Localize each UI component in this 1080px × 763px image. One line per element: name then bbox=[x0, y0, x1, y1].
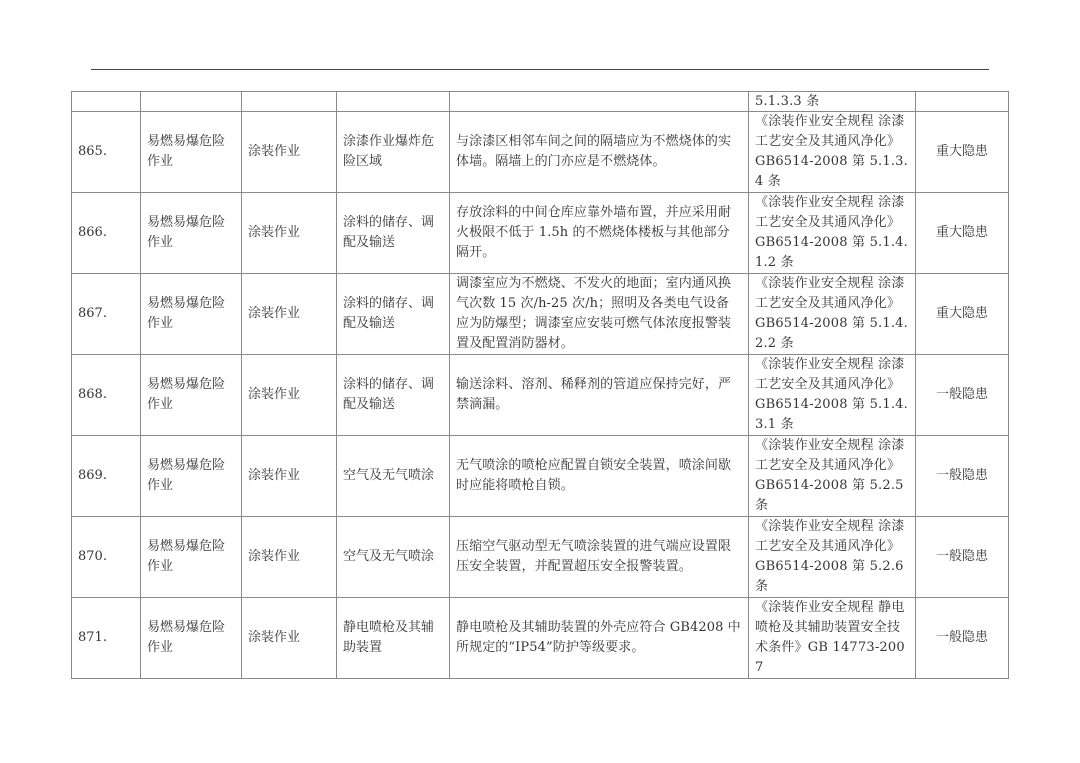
cell-requirement: 输送涂料、溶剂、稀释剂的管道应保持完好，严禁滴漏。 bbox=[450, 355, 749, 436]
cell-location: 空气及无气喷涂 bbox=[337, 436, 450, 517]
cell-basis: 《涂装作业安全规程 涂漆工艺安全及其通风净化》GB6514-2008 第 5.1.4.2.2 条 bbox=[749, 274, 916, 355]
cell-operation: 涂装作业 bbox=[242, 112, 337, 193]
table-row bbox=[72, 274, 1009, 355]
cell-location: 涂料的储存、调配及输送 bbox=[337, 274, 450, 355]
cell-operation: 涂装作业 bbox=[242, 436, 337, 517]
cell-no: 869. bbox=[72, 436, 141, 517]
cell-category: 易燃易爆危险作业 bbox=[141, 112, 242, 193]
cell-operation: 涂装作业 bbox=[242, 193, 337, 274]
cell-operation bbox=[242, 92, 337, 112]
cell-no bbox=[72, 92, 141, 112]
hazard-table bbox=[71, 91, 1009, 679]
cell-requirement: 与涂漆区相邻车间之间的隔墙应为不燃烧体的实体墙。隔墙上的门亦应是不燃烧体。 bbox=[450, 112, 749, 193]
table-row bbox=[72, 112, 1009, 193]
table-row-continued bbox=[72, 92, 1009, 112]
cell-operation: 涂装作业 bbox=[242, 598, 337, 679]
cell-level: 一般隐患 bbox=[916, 598, 1009, 679]
cell-level: 一般隐患 bbox=[916, 355, 1009, 436]
cell-requirement: 压缩空气驱动型无气喷涂装置的进气端应设置限压安全装置，并配置超压安全报警装置。 bbox=[450, 517, 749, 598]
cell-basis: 《涂装作业安全规程 涂漆工艺安全及其通风净化》GB6514-2008 第 5.1.4.1.2 条 bbox=[749, 193, 916, 274]
cell-no: 866. bbox=[72, 193, 141, 274]
cell-basis: 《涂装作业安全规程 涂漆工艺安全及其通风净化》GB6514-2008 第 5.1.3.4 条 bbox=[749, 112, 916, 193]
cell-category: 易燃易爆危险作业 bbox=[141, 355, 242, 436]
table-row bbox=[72, 517, 1009, 598]
cell-level: 一般隐患 bbox=[916, 517, 1009, 598]
cell-requirement: 调漆室应为不燃烧、不发火的地面；室内通风换气次数 15 次/h-25 次/h；照明及各类电气设备应为防爆型；调漆室应安装可燃气体浓度报警装置及配置消防器材。 bbox=[450, 274, 749, 355]
cell-level: 重大隐患 bbox=[916, 193, 1009, 274]
cell-category: 易燃易爆危险作业 bbox=[141, 193, 242, 274]
cell-category: 易燃易爆危险作业 bbox=[141, 517, 242, 598]
cell-requirement bbox=[450, 92, 749, 112]
cell-no: 865. bbox=[72, 112, 141, 193]
cell-location: 涂漆作业爆炸危险区域 bbox=[337, 112, 450, 193]
cell-basis: 《涂装作业安全规程 涂漆工艺安全及其通风净化》GB6514-2008 第 5.2.5 条 bbox=[749, 436, 916, 517]
table-row bbox=[72, 436, 1009, 517]
cell-requirement: 无气喷涂的喷枪应配置自锁安全装置，喷涂间歇时应能将喷枪自锁。 bbox=[450, 436, 749, 517]
cell-operation: 涂装作业 bbox=[242, 517, 337, 598]
header-rule bbox=[91, 69, 989, 70]
cell-basis: 《涂装作业安全规程 涂漆工艺安全及其通风净化》GB6514-2008 第 5.2.6 条 bbox=[749, 517, 916, 598]
cell-no: 867. bbox=[72, 274, 141, 355]
cell-level bbox=[916, 92, 1009, 112]
table-row bbox=[72, 355, 1009, 436]
cell-location: 空气及无气喷涂 bbox=[337, 517, 450, 598]
cell-location: 静电喷枪及其辅助装置 bbox=[337, 598, 450, 679]
cell-location: 涂料的储存、调配及输送 bbox=[337, 355, 450, 436]
table-row bbox=[72, 598, 1009, 679]
cell-category bbox=[141, 92, 242, 112]
cell-requirement: 静电喷枪及其辅助装置的外壳应符合 GB4208 中所规定的“IP54”防护等级要求。 bbox=[450, 598, 749, 679]
cell-basis: 《涂装作业安全规程 涂漆工艺安全及其通风净化》GB6514-2008 第 5.1.4.3.1 条 bbox=[749, 355, 916, 436]
cell-basis: 5.1.3.3 条 bbox=[749, 92, 916, 112]
cell-level: 重大隐患 bbox=[916, 112, 1009, 193]
cell-category: 易燃易爆危险作业 bbox=[141, 436, 242, 517]
cell-location: 涂料的储存、调配及输送 bbox=[337, 193, 450, 274]
cell-no: 871. bbox=[72, 598, 141, 679]
cell-category: 易燃易爆危险作业 bbox=[141, 274, 242, 355]
cell-basis: 《涂装作业安全规程 静电喷枪及其辅助装置安全技术条件》GB 14773-2007 bbox=[749, 598, 916, 679]
cell-operation: 涂装作业 bbox=[242, 274, 337, 355]
cell-level: 重大隐患 bbox=[916, 274, 1009, 355]
cell-operation: 涂装作业 bbox=[242, 355, 337, 436]
table-row bbox=[72, 193, 1009, 274]
cell-no: 870. bbox=[72, 517, 141, 598]
cell-requirement: 存放涂料的中间仓库应靠外墙布置，并应采用耐火极限不低于 1.5h 的不燃烧体楼板与其他部分隔开。 bbox=[450, 193, 749, 274]
cell-level: 一般隐患 bbox=[916, 436, 1009, 517]
cell-no: 868. bbox=[72, 355, 141, 436]
cell-category: 易燃易爆危险作业 bbox=[141, 598, 242, 679]
cell-location bbox=[337, 92, 450, 112]
